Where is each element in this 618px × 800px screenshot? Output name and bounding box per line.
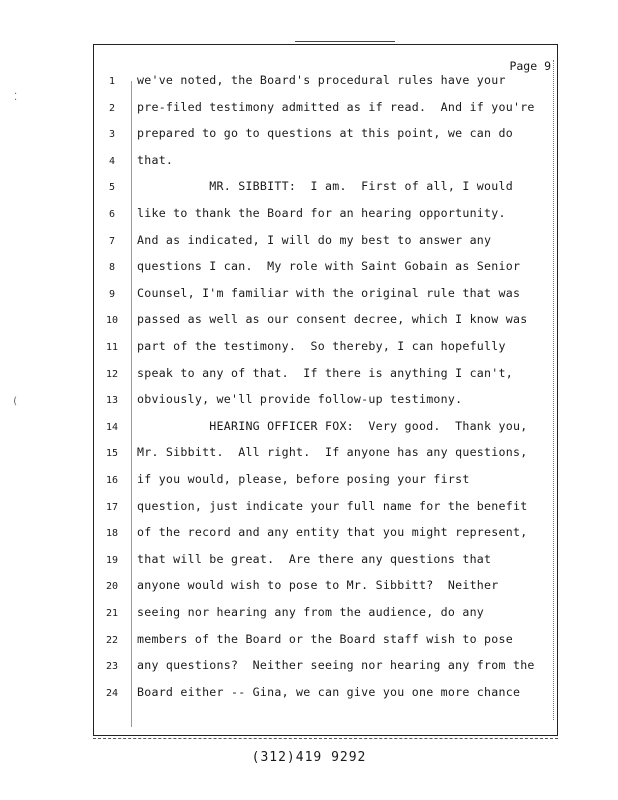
line-text: passed as well as our consent decree, which I know was: [137, 312, 528, 327]
line-text: Counsel, I'm familiar with the original rule that was: [137, 285, 521, 300]
page-label: Page 9: [509, 59, 551, 73]
line-text: members of the Board or the Board staff wish to pose: [137, 631, 513, 646]
line-text: that.: [137, 152, 174, 167]
line-number: 13: [105, 395, 119, 407]
line-number: 10: [105, 315, 119, 327]
line-text: questions I can. My role with Saint Gobain as Senior: [137, 259, 521, 274]
line-number: 4: [108, 155, 116, 167]
line-number: 21: [105, 608, 119, 619]
line-text: any questions? Neither seeing nor hearing any from the: [137, 658, 535, 673]
line-text: MR. SIBBITT: I am. First of all, I would: [137, 179, 513, 194]
transcript-line: [94, 233, 557, 253]
transcript-line: [94, 153, 557, 173]
line-text: anyone would wish to pose to Mr. Sibbitt? Neither: [137, 578, 499, 593]
transcript-line: [94, 100, 557, 120]
transcript-line: [94, 366, 557, 386]
line-text: of the record and any entity that you might represent,: [137, 525, 528, 540]
margin-mark: (: [12, 396, 19, 407]
line-text: Board either -- Gina, we can give you one more chance: [137, 684, 521, 699]
line-text: part of the testimony. So thereby, I can hopefully: [137, 339, 506, 353]
transcript-line: [94, 605, 557, 625]
line-number: 1: [108, 76, 116, 87]
line-text: prepared to go to questions at this point, we can do: [137, 126, 513, 141]
line-number: 7: [108, 235, 116, 247]
footer-phone: (312)419 9292: [251, 750, 367, 765]
transcript-line: [94, 339, 557, 359]
transcript-line: [94, 658, 557, 678]
line-text: obviously, we'll provide follow-up testimony.: [137, 392, 463, 407]
transcript-line: [94, 445, 557, 465]
line-number: 6: [108, 209, 116, 220]
line-number: 19: [105, 554, 119, 566]
line-text: question, just indicate your full name for the benefit: [137, 498, 528, 513]
line-number: 22: [105, 634, 119, 646]
line-text: we've noted, the Board's procedural rules have your: [137, 73, 506, 87]
line-number: 14: [105, 421, 119, 433]
transcript-line: [94, 126, 557, 146]
transcript-line: [94, 552, 557, 572]
line-number: 3: [108, 129, 116, 141]
transcript-line: [94, 578, 557, 598]
transcript-line: [94, 685, 557, 705]
line-number: 11: [105, 342, 119, 353]
line-text: that will be great. Are there any questions that: [137, 551, 492, 566]
transcript-line: [94, 632, 557, 652]
line-number: 9: [108, 288, 116, 300]
transcript-line: [94, 525, 557, 545]
transcript-line: [94, 286, 557, 306]
transcript-line: [94, 179, 557, 199]
line-text: if you would, please, before posing your first: [137, 472, 470, 486]
line-number: 17: [105, 501, 119, 513]
transcript-line: [94, 206, 557, 226]
line-number: 2: [108, 102, 116, 114]
transcript-line: [94, 312, 557, 332]
bottom-rule: [93, 738, 558, 739]
right-margin-dots: [553, 60, 554, 720]
transcript-line: [94, 392, 557, 412]
transcript-line: [94, 472, 557, 492]
line-number: 18: [105, 528, 119, 540]
line-number: 8: [108, 262, 116, 274]
line-text: like to thank the Board for an hearing opportunity.: [137, 206, 506, 220]
line-text: pre-filed testimony admitted as if read. And if you're: [137, 99, 535, 114]
margin-mark: ⁚: [14, 92, 18, 103]
line-number: 23: [105, 661, 119, 673]
line-number: 15: [105, 448, 119, 460]
transcript-line: [94, 73, 557, 93]
transcript-page: [93, 44, 558, 736]
line-number: 20: [105, 581, 119, 593]
line-number: 5: [108, 182, 116, 194]
line-text: And as indicated, I will do my best to answer any: [137, 232, 492, 247]
transcript-line: [94, 419, 557, 439]
transcript-line: [94, 259, 557, 279]
line-text: speak to any of that. If there is anything I can't,: [137, 365, 513, 380]
line-text: HEARING OFFICER FOX: Very good. Thank you,: [137, 418, 528, 433]
line-number: 16: [105, 475, 119, 486]
line-text: Mr. Sibbitt. All right. If anyone has any questions,: [137, 445, 528, 460]
transcript-line: [94, 499, 557, 519]
line-text: seeing nor hearing any from the audience, do any: [137, 605, 485, 619]
line-number: 12: [105, 368, 119, 380]
line-number: 24: [105, 687, 119, 699]
